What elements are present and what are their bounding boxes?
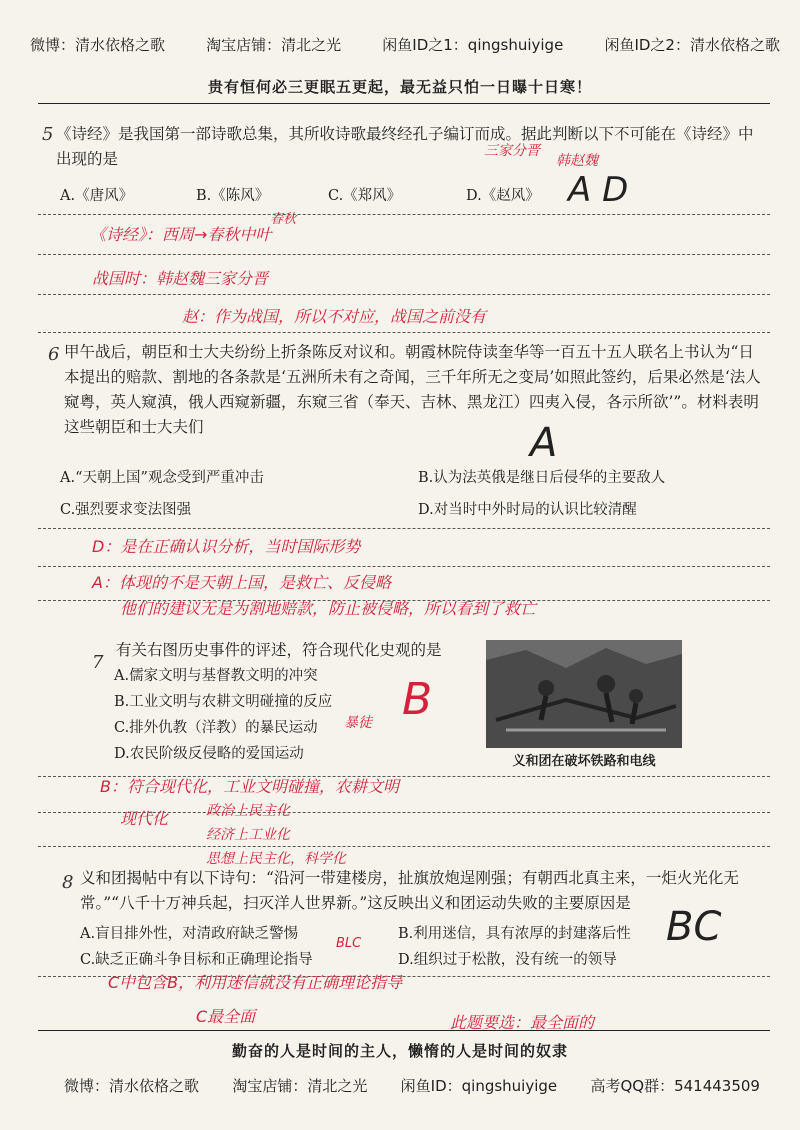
q5-note-c: 《诗经》：西周→春秋中叶 bbox=[90, 225, 272, 244]
q6-note-a: D：是在正确认识分析，当时国际形势 bbox=[92, 537, 361, 556]
q7-option-b: B.工业文明与农耕文明碰撞的反应 bbox=[114, 694, 333, 710]
q8-stem: 义和团揭帖中有以下诗句：“沿河一带建楼房，扯旗放炮逞刚强；有朝西北真主来，一炬火光化无常。”“八千十万神兵起，扫灭洋人世界新。”这反映出义和团运动失败的主要原因是 bbox=[80, 869, 739, 912]
answer-line bbox=[38, 566, 770, 567]
q7-note-a: 暴徒 bbox=[344, 715, 372, 731]
q5-handwritten-number: 5 bbox=[42, 124, 54, 145]
q5-option-a: A.《唐风》 bbox=[60, 188, 134, 204]
q8-note-a: BLC bbox=[336, 936, 362, 951]
q5-answer: A D bbox=[568, 170, 629, 210]
answer-line bbox=[38, 254, 770, 255]
answer-line bbox=[38, 528, 770, 529]
q8-note-b: C中包含B，利用迷信就没有正确理论指导 bbox=[108, 973, 403, 992]
q6-stem: 甲午战后，朝臣和士大夫纷纷上折条陈反对议和。朝霞林院侍读奎华等一百五十五人联名上书认为“日本提出的赔款、割地的各条款是‘五洲所未有之奇闻，三千年所无之变局’如照此签约，后果必然是‘法人窥粤，英人窥滇，俄人西窥新疆，东窥三省（奉天、吉林、黑龙江）四夷入侵，各示所欲’”。材料表明这些朝臣和士大夫们 bbox=[64, 343, 761, 436]
q6-option-a: A.“天朝上国”观念受到严重冲击 bbox=[60, 470, 264, 486]
q6-option-c: C.强烈要求变法图强 bbox=[60, 502, 192, 518]
q5-stem: 《诗经》是我国第一部诗歌总集，其所收诗歌最终经孔子编订而成。据此判断以下不可能在《诗经》中出现的是 bbox=[56, 125, 754, 168]
boxer-railway-photo bbox=[486, 640, 682, 748]
q8-option-c: C.缺乏正确斗争目标和正确理论指导 bbox=[80, 952, 313, 968]
q7-handwritten-number: 7 bbox=[92, 652, 104, 673]
top-motto: 贵有恒何必三更眠五更起，最无益只怕一日曝十日寒！ bbox=[207, 78, 592, 96]
q5-option-c: C.《郑风》 bbox=[328, 188, 402, 204]
footer-xianyu: 闲鱼ID：qingshuiyige bbox=[400, 1077, 558, 1095]
q8-option-d: D.组织过于松散，没有统一的领导 bbox=[398, 952, 617, 968]
q6-note-c: 他们的建议无是为割地赔款，防止被侵略，所以看到了救亡 bbox=[120, 599, 537, 618]
q7-note-f: 思想上民主化，科学化 bbox=[206, 851, 346, 867]
footer-bar bbox=[64, 1075, 760, 1096]
q7-option-d: D.农民阶级反侵略的爱国运动 bbox=[114, 746, 304, 762]
header-taobao: 淘宝店铺：清北之光 bbox=[206, 36, 342, 54]
header-bar bbox=[30, 34, 780, 55]
q5-note-e: 战国时：韩赵魏三家分晋 bbox=[92, 269, 269, 288]
photo-caption: 义和团在破坏铁路和电线 bbox=[512, 754, 656, 769]
q5-option-b: B.《陈风》 bbox=[196, 188, 270, 204]
header-xianyu-1: 闲鱼ID之1：qingshuiyige bbox=[382, 36, 564, 54]
q5-note-a: 三家分晋 bbox=[484, 143, 540, 159]
q7-stem: 有关右图历史事件的评述，符合现代化史观的是 bbox=[116, 641, 442, 659]
q8-option-a: A.盲目排外性，对清政府缺乏警惕 bbox=[80, 926, 299, 942]
q7-note-d: 政治上民主化 bbox=[206, 803, 290, 819]
q5-note-f: 赵：作为战国，所以不对应，战国之前没有 bbox=[182, 307, 487, 326]
footer-weibo: 微博：清水依格之歌 bbox=[64, 1077, 200, 1095]
q5-option-d: D.《赵风》 bbox=[466, 188, 540, 204]
q5-note-b: 韩赵魏 bbox=[556, 153, 598, 169]
photo-illustration bbox=[486, 640, 682, 748]
q8-handwritten-number: 8 bbox=[62, 872, 74, 893]
answer-line bbox=[38, 846, 770, 847]
q7-note-e: 经济上工业化 bbox=[206, 827, 290, 843]
bottom-rule bbox=[38, 1030, 770, 1031]
q6-option-d: D.对当时中外时局的认识比较清醒 bbox=[418, 502, 637, 518]
q6-answer: A bbox=[530, 420, 558, 466]
q6-handwritten-number: 6 bbox=[48, 344, 60, 365]
footer-taobao: 淘宝店铺：清北之光 bbox=[232, 1077, 368, 1095]
q7-note-b: B：符合现代化，工业文明碰撞，农耕文明 bbox=[100, 777, 399, 796]
q5-note-d: 春秋 bbox=[270, 212, 297, 227]
answer-line bbox=[38, 214, 770, 215]
answer-line bbox=[38, 332, 770, 333]
header-weibo: 微博：清水依格之歌 bbox=[30, 36, 166, 54]
q8-note-d: 此题要选：最全面的 bbox=[450, 1013, 595, 1032]
q6-option-b: B.认为法英俄是继日后侵华的主要敌人 bbox=[418, 470, 666, 486]
q6-note-b: A：体现的不是天朝上国，是救亡、反侵略 bbox=[92, 573, 391, 592]
q7-answer: B bbox=[402, 674, 433, 725]
top-rule bbox=[38, 103, 770, 104]
q7-note-c: 现代化 bbox=[120, 809, 169, 828]
q7-option-c: C.排外仇教（洋教）的暴民运动 bbox=[114, 720, 318, 736]
q7-option-a: A.儒家文明与基督教文明的冲突 bbox=[114, 668, 318, 684]
q8-note-c: C最全面 bbox=[196, 1007, 256, 1026]
footer-qq-group: 高考QQ群：541443509 bbox=[590, 1077, 760, 1095]
header-xianyu-2: 闲鱼ID之2：清水依格之歌 bbox=[604, 36, 780, 54]
bottom-motto: 勤奋的人是时间的主人，懒惰的人是时间的奴隶 bbox=[231, 1042, 568, 1060]
answer-line bbox=[38, 294, 770, 295]
q8-answer: BC bbox=[666, 904, 722, 950]
q8-option-b: B.利用迷信，具有浓厚的封建落后性 bbox=[398, 926, 631, 942]
